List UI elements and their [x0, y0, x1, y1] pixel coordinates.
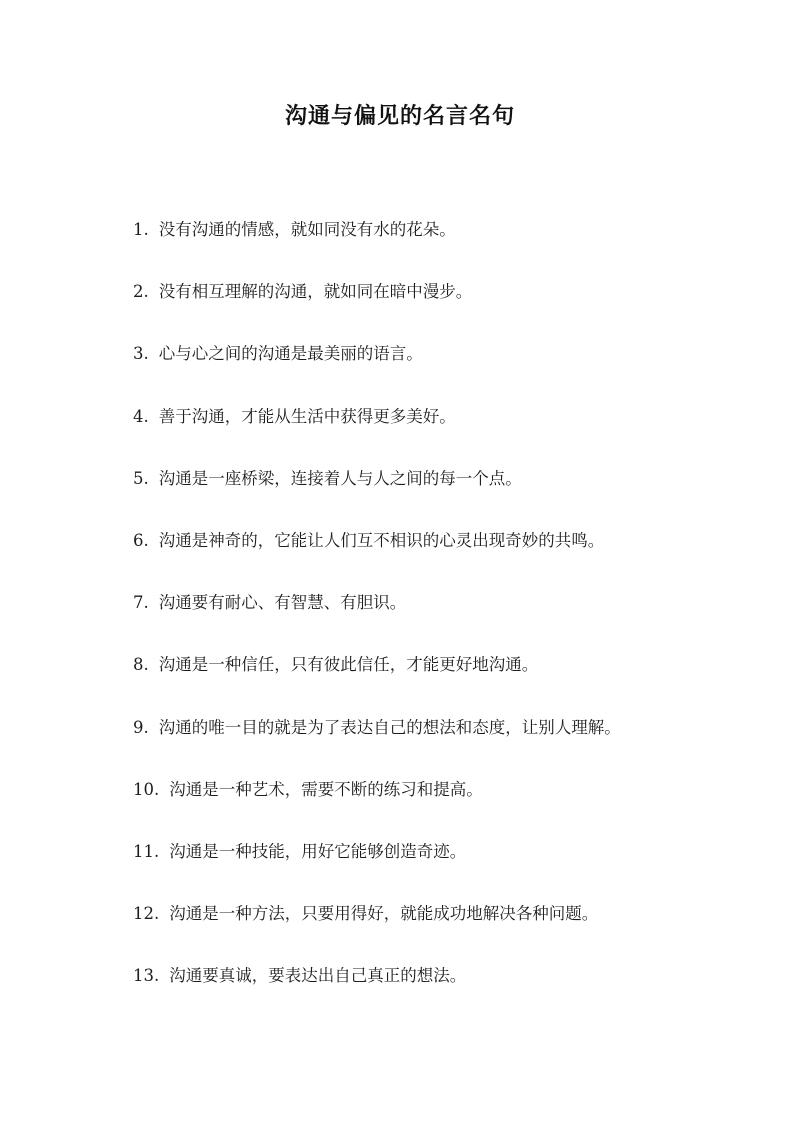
quote-number: 10. — [133, 779, 160, 799]
quote-number: 6. — [133, 530, 149, 550]
quote-item-9 — [133, 716, 753, 778]
quote-item-10 — [133, 778, 753, 840]
quote-item-6 — [133, 529, 753, 591]
quote-number: 3. — [133, 344, 149, 364]
quote-item-3 — [133, 342, 753, 404]
quote-item-4 — [133, 405, 753, 467]
quote-number: 8. — [133, 655, 149, 675]
quote-number: 11. — [133, 841, 160, 861]
quote-number: 2. — [133, 282, 149, 302]
quote-number: 13. — [133, 966, 160, 986]
quote-text: 沟通是一种信任，只有彼此信任，才能更好地沟通。 — [158, 655, 539, 675]
quote-text: 沟通要真诚，要表达出自己真正的想法。 — [169, 966, 467, 986]
quote-text: 沟通是一座桥梁，连接着人与人之间的每一个点。 — [158, 468, 522, 488]
quote-item-12 — [133, 902, 753, 964]
quote-item-8 — [133, 653, 753, 715]
quote-number: 12. — [133, 904, 160, 924]
quote-text: 善于沟通，才能从生活中获得更多美好。 — [158, 406, 456, 426]
quote-number: 4. — [133, 406, 149, 426]
quote-text: 沟通是一种技能，用好它能够创造奇迹。 — [169, 841, 467, 861]
quote-item-13 — [133, 964, 753, 1026]
quote-item-5 — [133, 467, 753, 529]
quote-text: 没有沟通的情感，就如同没有水的花朵。 — [158, 220, 456, 239]
quote-number: 5. — [133, 468, 149, 488]
quote-text: 沟通的唯一目的就是为了表达自己的想法和态度，让别人理解。 — [158, 717, 621, 737]
document-title: 沟通与偏见的名言名句 — [284, 103, 515, 129]
quote-item-1 — [133, 218, 753, 280]
quote-text: 没有相互理解的沟通，就如同在暗中漫步。 — [158, 282, 473, 302]
quote-item-11 — [133, 840, 753, 902]
quote-text: 沟通是一种艺术，需要不断的练习和提高。 — [169, 779, 483, 799]
quote-text: 心与心之间的沟通是最美丽的语言。 — [158, 344, 423, 364]
quote-item-7 — [133, 591, 753, 653]
quote-number: 1. — [133, 220, 149, 239]
quote-number: 9. — [133, 717, 149, 737]
quote-text: 沟通是神奇的，它能让人们互不相识的心灵出现奇妙的共鸣。 — [158, 530, 605, 550]
quote-number: 7. — [133, 593, 149, 613]
quote-list — [133, 218, 753, 1026]
quote-item-2 — [133, 280, 753, 342]
quote-text: 沟通要有耐心、有智慧、有胆识。 — [158, 593, 407, 613]
quote-text: 沟通是一种方法，只要用得好，就能成功地解决各种问题。 — [169, 904, 599, 924]
